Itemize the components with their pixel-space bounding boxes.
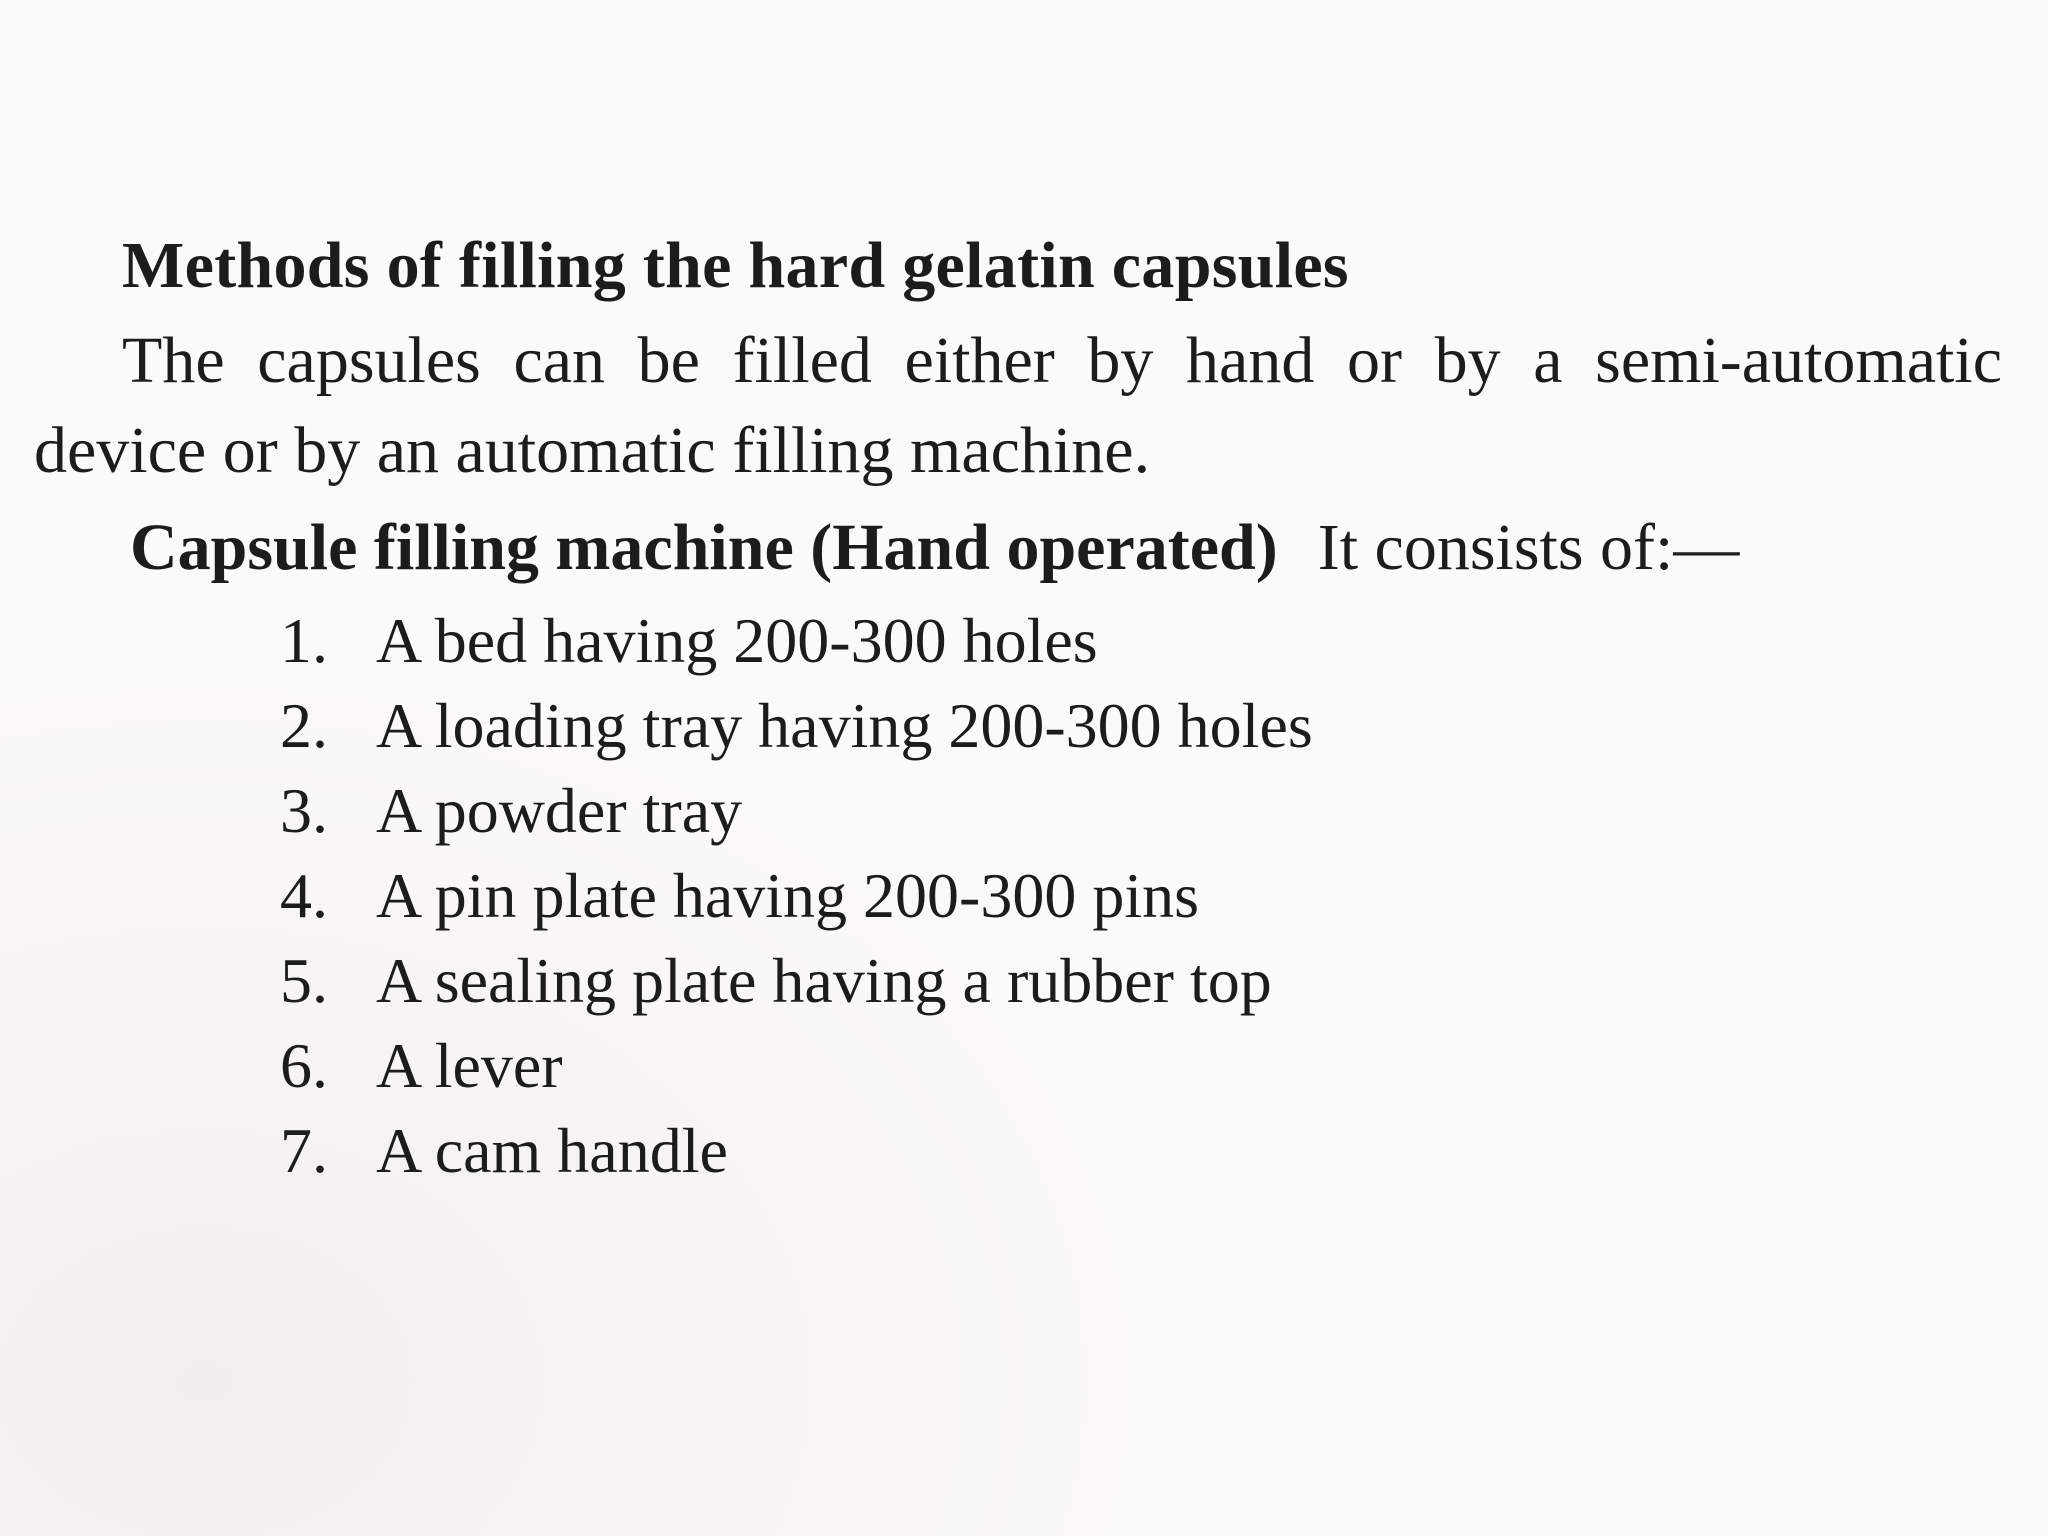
list-item bbox=[280, 853, 1313, 938]
list-item bbox=[280, 598, 1313, 683]
list-item bbox=[280, 938, 1313, 1023]
list-item-text: A cam handle bbox=[376, 1115, 728, 1186]
list-item bbox=[280, 768, 1313, 853]
list-item-number: 3. bbox=[280, 775, 328, 846]
section-heading: Methods of filling the hard gelatin capsules bbox=[122, 229, 1349, 302]
list-item-number: 7. bbox=[280, 1115, 328, 1186]
list-item-number: 2. bbox=[280, 690, 328, 761]
list-item-text: A lever bbox=[376, 1030, 563, 1101]
machine-title: Capsule filling machine (Hand operated) bbox=[130, 511, 1278, 584]
intro-line-1: The capsules can be filled either by hand or by a semi-automatic bbox=[122, 324, 2002, 397]
list-item-text: A loading tray having 200-300 holes bbox=[376, 690, 1313, 761]
list-item-text: A sealing plate having a rubber top bbox=[376, 945, 1272, 1016]
list-item-number: 1. bbox=[280, 605, 328, 676]
list-item-text: A bed having 200-300 holes bbox=[376, 605, 1098, 676]
list-item-number: 5. bbox=[280, 945, 328, 1016]
list-item-number: 4. bbox=[280, 860, 328, 931]
intro-paragraph bbox=[34, 316, 2002, 496]
list-item-number: 6. bbox=[280, 1030, 328, 1101]
list-item-text: A pin plate having 200-300 pins bbox=[376, 860, 1200, 931]
list-item-text: A powder tray bbox=[376, 775, 743, 846]
consists-of-label: It consists of:— bbox=[1317, 511, 1740, 584]
list-item bbox=[280, 683, 1313, 768]
machine-subheading bbox=[130, 508, 1739, 588]
intro-line-2: device or by an automatic filling machine. bbox=[34, 414, 1151, 487]
list-item bbox=[280, 1023, 1313, 1108]
list-item bbox=[280, 1108, 1313, 1193]
parts-list bbox=[280, 598, 1313, 1193]
